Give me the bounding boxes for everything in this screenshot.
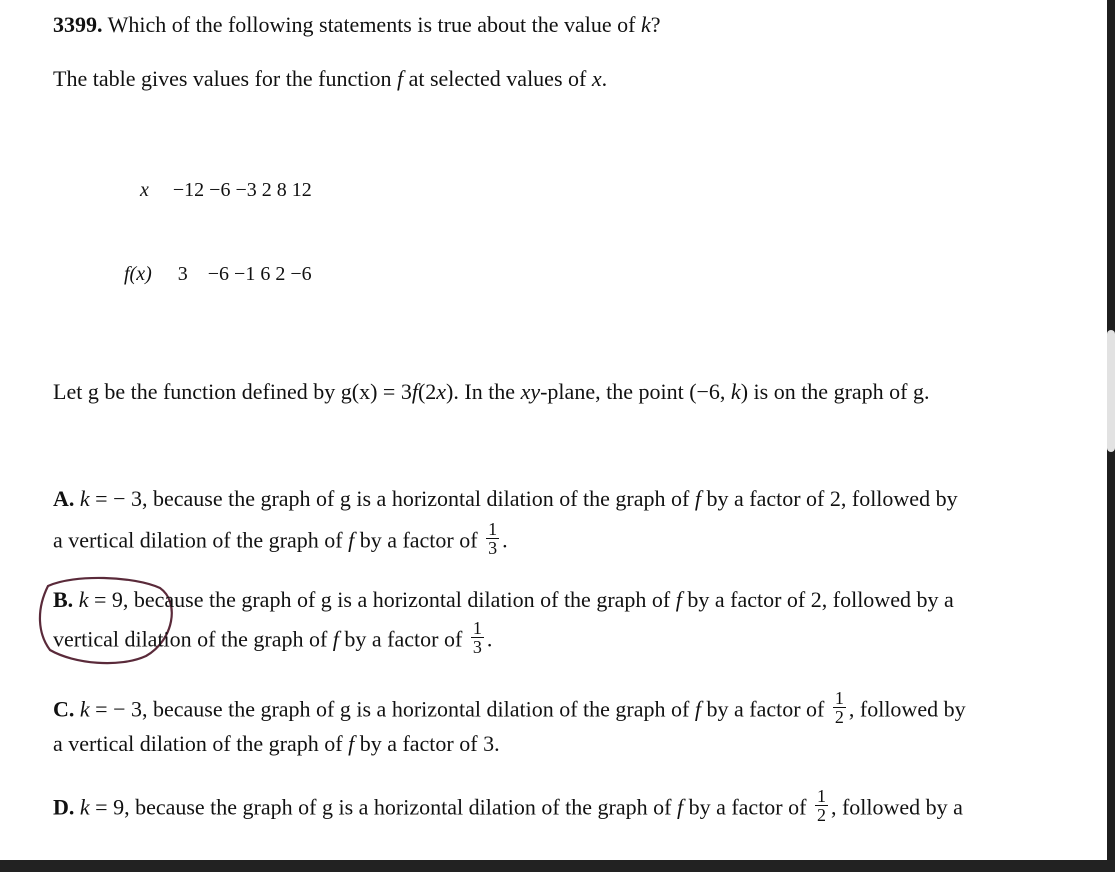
- def-f: f: [411, 379, 418, 404]
- choice-b-line2: [53, 618, 493, 660]
- intro-text-2: at selected values of: [403, 66, 592, 91]
- choice-c-line2: [53, 731, 500, 757]
- choice-b-text: by a factor of: [338, 626, 463, 652]
- bottom-edge: [0, 860, 1115, 872]
- choice-a-period: .: [502, 527, 508, 553]
- choice-b-f: f: [675, 587, 682, 612]
- x-label: x: [140, 179, 149, 201]
- table-intro: [53, 66, 607, 92]
- choice-a-line1: [53, 486, 958, 512]
- def-xy: xy: [520, 379, 541, 404]
- choice-c-text: by a factor of: [700, 696, 825, 722]
- choice-d-text: = 9, because the graph of g is a horizontal dilation of the graph of: [89, 794, 677, 820]
- fraction: [833, 689, 846, 726]
- choice-a-k: k: [79, 486, 90, 511]
- intro-text-1: The table gives values for the function: [53, 66, 397, 91]
- choice-c-text: a vertical dilation of the graph of: [53, 731, 349, 756]
- fraction-denominator: 3: [488, 538, 498, 558]
- choice-c-line1: [53, 688, 966, 730]
- def-part: ): [740, 379, 749, 404]
- choice-d-f: f: [676, 794, 684, 820]
- def-part: Let g be the function defined by g: [53, 379, 352, 404]
- choice-d-text: by a factor of: [683, 794, 807, 820]
- fraction-denominator: 2: [834, 707, 844, 727]
- choice-a-letter: A.: [53, 486, 75, 511]
- def-part: -plane, the point: [540, 379, 690, 404]
- choice-a-text: = − 3, because the graph of g is a horizontal dilation of the graph of: [89, 486, 695, 511]
- fraction-numerator: 1: [488, 519, 498, 539]
- choice-d-line1: [53, 786, 963, 828]
- fx-first-value: 3: [177, 263, 188, 285]
- choice-b-text: by a factor of 2, followed by a: [681, 587, 954, 612]
- fraction: [486, 520, 499, 557]
- scrollbar-thumb[interactable]: [1107, 330, 1115, 452]
- fraction-denominator: 2: [816, 805, 826, 825]
- choice-c-f: f: [694, 696, 701, 722]
- def-part: = 3: [377, 379, 412, 404]
- question-stem: [53, 12, 661, 38]
- def-k: k: [730, 379, 741, 404]
- stem-end: ?: [650, 12, 661, 37]
- choice-d-letter: D.: [53, 794, 75, 820]
- def-part: is on the graph of g.: [748, 379, 930, 404]
- choice-b-letter: B.: [53, 587, 74, 612]
- choice-b-line1: [53, 587, 954, 613]
- def-part: ). In the: [446, 379, 521, 404]
- intro-f: f: [396, 66, 404, 91]
- choice-b-period: .: [486, 626, 493, 652]
- def-point: (−6,: [689, 379, 731, 404]
- choice-a-f: f: [694, 486, 701, 511]
- function-definition: [53, 379, 929, 405]
- choice-c-letter: C.: [53, 696, 75, 722]
- choice-c-text: by a factor of 3.: [354, 731, 500, 756]
- fx-values: −6 −1 6 2 −6: [207, 263, 312, 285]
- fraction-denominator: 3: [472, 637, 482, 657]
- table-row-fx: [124, 263, 312, 286]
- stem-variable: k: [640, 12, 651, 37]
- choice-b-f: f: [332, 626, 339, 652]
- choice-a-text: a vertical dilation of the graph of: [53, 527, 349, 553]
- choice-a-text: by a factor of: [354, 527, 478, 553]
- table-row-x: [140, 179, 312, 202]
- choice-c-f: f: [348, 731, 355, 756]
- choice-b-k: k: [78, 587, 89, 612]
- choice-b-text: vertical dilation of the graph of: [53, 626, 333, 652]
- def-part: (2: [417, 379, 437, 404]
- x-values: −12 −6 −3 2 8 12: [172, 179, 312, 201]
- choice-c-text: = − 3, because the graph of g is a horizontal dilation of the graph of: [89, 696, 695, 722]
- choice-c-k: k: [79, 696, 90, 722]
- def-x: x: [436, 379, 447, 404]
- fraction: [815, 787, 828, 824]
- choice-c-text: , followed by: [848, 696, 966, 722]
- stem-text: Which of the following statements is true about the value of: [107, 12, 641, 37]
- intro-x: x: [591, 66, 602, 91]
- fraction-numerator: 1: [834, 688, 844, 708]
- fraction-numerator: 1: [816, 786, 826, 806]
- def-part: (x): [351, 379, 378, 404]
- fraction: [471, 619, 484, 656]
- choice-a-text: by a factor of 2, followed by: [700, 486, 958, 511]
- choice-b-text: = 9, because the graph of g is a horizontal dilation of the graph of: [88, 587, 676, 612]
- fraction-numerator: 1: [472, 618, 482, 638]
- fx-label: f(x): [124, 263, 152, 285]
- intro-period: .: [601, 66, 608, 91]
- question-number: 3399.: [53, 12, 103, 37]
- choice-d-text: , followed by a: [830, 794, 963, 820]
- choice-a-f: f: [348, 527, 355, 553]
- choice-a-line2: [53, 519, 508, 561]
- choice-d-k: k: [79, 794, 90, 820]
